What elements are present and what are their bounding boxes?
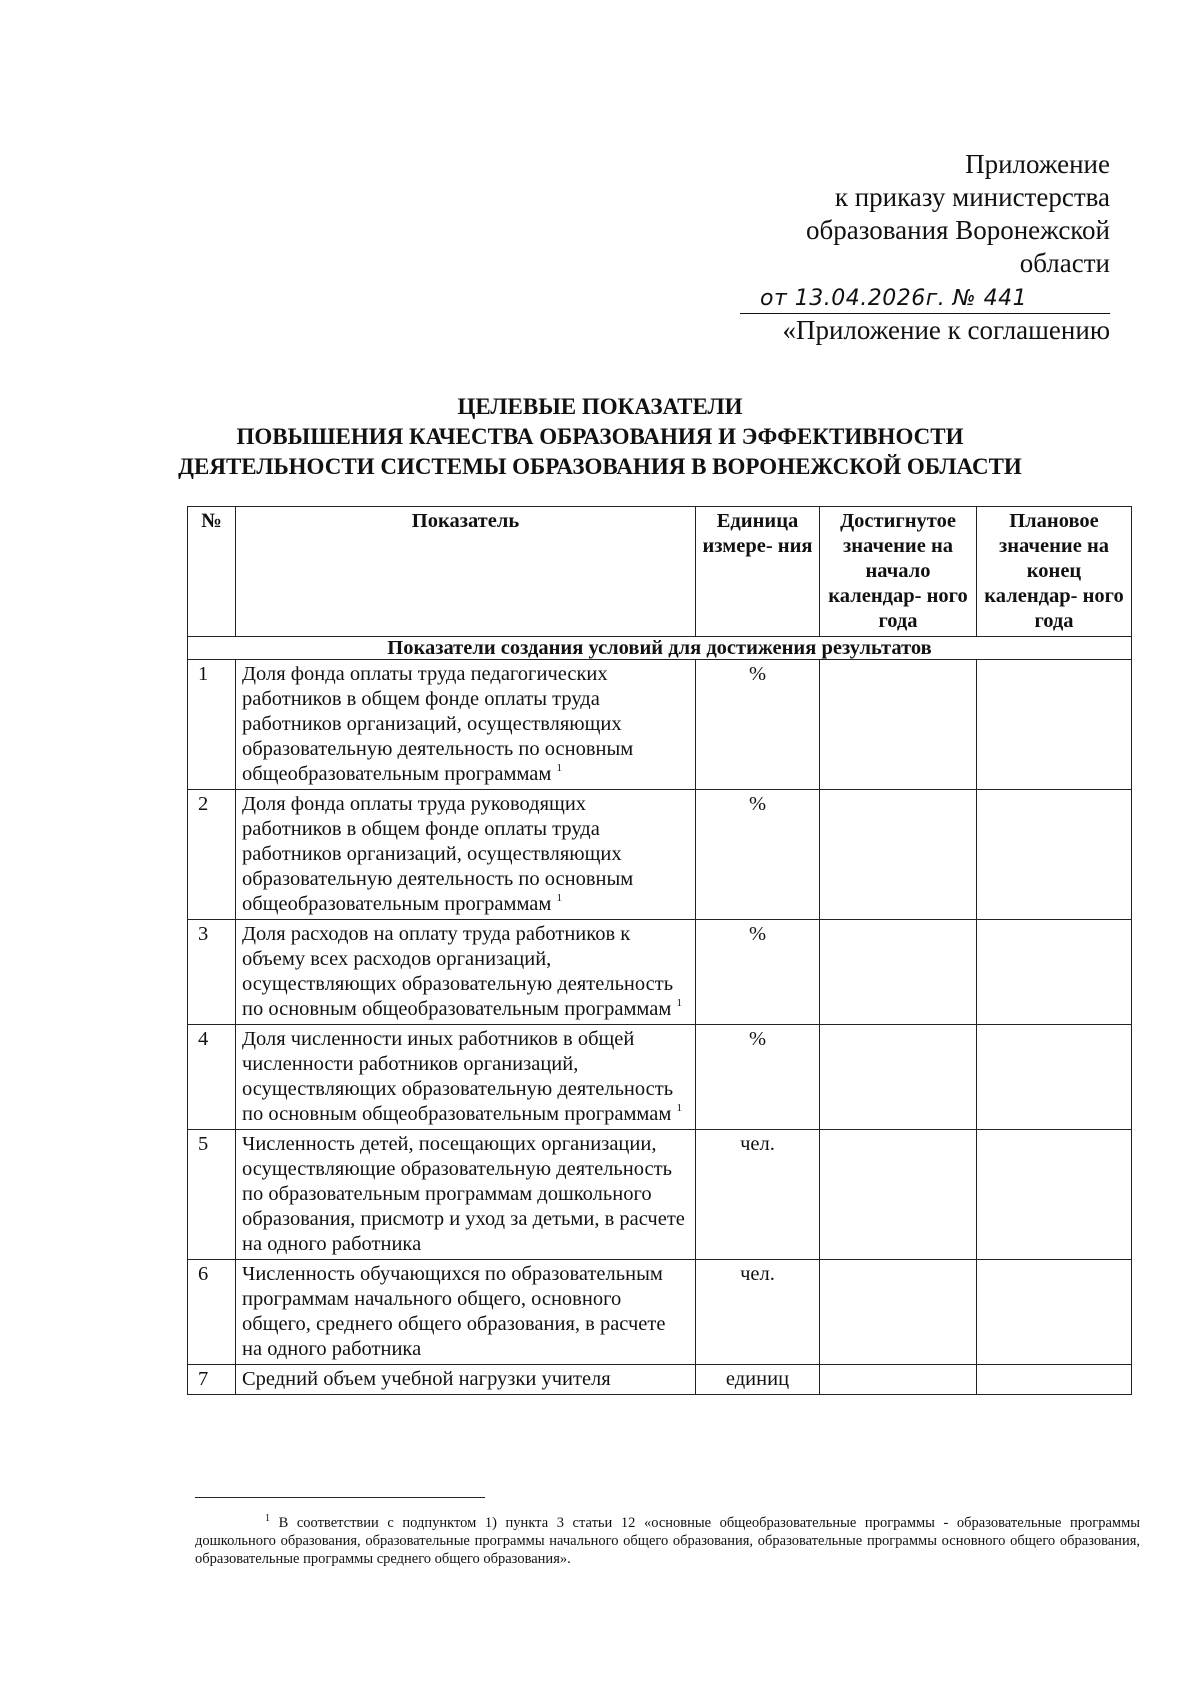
table-header-row xyxy=(188,507,1132,637)
header-line: к приказу министерства xyxy=(834,182,1110,212)
row-achieved-value xyxy=(820,660,977,790)
row-unit: чел. xyxy=(696,1260,820,1365)
row-indicator xyxy=(236,920,696,1025)
row-number: 1 xyxy=(188,660,236,790)
row-achieved-value xyxy=(820,1025,977,1130)
footnote-reference: 1 xyxy=(676,997,682,1009)
title-line: ЦЕЛЕВЫЕ ПОКАЗАТЕЛИ xyxy=(457,394,743,419)
row-planned-value xyxy=(977,790,1132,920)
footnote-reference: 1 xyxy=(556,892,563,904)
indicator-text: Доля расходов на оплату труда работников к объему всех расходов организаций, осуществляющих образовательную деятельность по основным общеобразовательным программам xyxy=(242,923,674,1020)
row-number: 7 xyxy=(188,1365,236,1395)
indicator-text: Средний объем учебной нагрузки учителя xyxy=(242,1368,611,1390)
table-row xyxy=(188,1025,1132,1130)
header-line: Приложение xyxy=(965,149,1110,179)
table-row xyxy=(188,660,1132,790)
footnote-text: В соответствии с подпунктом 1) пункта 3 статьи 12 «основные общеобразовательные программы - образовательные программы дошкольного образования, образовательные программы начального общего образования, образовательные программы основного общего образования, образовательные программы среднего общего образования». xyxy=(195,1515,1140,1567)
row-achieved-value xyxy=(820,790,977,920)
table-row xyxy=(188,1260,1132,1365)
row-number: 5 xyxy=(188,1130,236,1260)
header-line: образования Воронежской xyxy=(806,215,1110,245)
row-number: 2 xyxy=(188,790,236,920)
row-unit: единиц xyxy=(696,1365,820,1395)
row-indicator xyxy=(236,790,696,920)
row-indicator xyxy=(236,1260,696,1365)
row-number: 3 xyxy=(188,920,236,1025)
row-achieved-value xyxy=(820,1260,977,1365)
footnote-reference: 1 xyxy=(676,1102,682,1114)
indicator-text: Численность обучающихся по образовательным программам начального общего, основного общего, среднего общего образования, в расчете на одного работника xyxy=(242,1263,666,1360)
row-number: 6 xyxy=(188,1260,236,1365)
row-achieved-value xyxy=(820,1365,977,1395)
header-achieved: Достигнутое значение на начало календар- ного года xyxy=(820,507,977,637)
row-planned-value xyxy=(977,920,1132,1025)
row-unit: % xyxy=(696,660,820,790)
header-planned: Плановое значение на конец календар- ного года xyxy=(977,507,1132,637)
document-title xyxy=(0,392,1200,482)
appendix-reference: «Приложение к соглашению xyxy=(782,315,1110,345)
footnote xyxy=(195,1514,1140,1568)
row-planned-value xyxy=(977,1365,1132,1395)
row-planned-value xyxy=(977,660,1132,790)
section-row xyxy=(188,637,1132,660)
header-indicator: Показатель xyxy=(236,507,696,637)
table-row xyxy=(188,790,1132,920)
row-unit: % xyxy=(696,790,820,920)
row-indicator xyxy=(236,1365,696,1395)
row-indicator xyxy=(236,1025,696,1130)
row-unit: чел. xyxy=(696,1130,820,1260)
footnote-divider xyxy=(195,1497,485,1498)
indicator-text: Численность детей, посещающих организации, осуществляющие образовательную деятельность по образовательным программам дошкольного образования, присмотр и уход за детьми, в расчете на одного работника xyxy=(242,1133,685,1255)
title-line: ПОВЫШЕНИЯ КАЧЕСТВА ОБРАЗОВАНИЯ И ЭФФЕКТИВНОСТИ xyxy=(236,424,964,449)
row-unit: % xyxy=(696,1025,820,1130)
indicator-text: Доля фонда оплаты труда руководящих работников в общем фонде оплаты труда работников организаций, осуществляющих образовательную деятельность по основным общеобразовательным программам xyxy=(242,793,634,915)
table-row xyxy=(188,1130,1132,1260)
header-num: № xyxy=(188,507,236,637)
row-unit: % xyxy=(696,920,820,1025)
row-indicator xyxy=(236,660,696,790)
title-line: ДЕЯТЕЛЬНОСТИ СИСТЕМЫ ОБРАЗОВАНИЯ В ВОРОНЕЖСКОЙ ОБЛАСТИ xyxy=(178,454,1022,479)
row-number: 4 xyxy=(188,1025,236,1130)
row-planned-value xyxy=(977,1025,1132,1130)
row-indicator xyxy=(236,1130,696,1260)
row-achieved-value xyxy=(820,1130,977,1260)
indicator-text: Доля численности иных работников в общей численности работников организаций, осуществляющих образовательную деятельность по основным общеобразовательным программам xyxy=(242,1028,674,1125)
table-row xyxy=(188,1365,1132,1395)
row-planned-value xyxy=(977,1260,1132,1365)
indicator-text: Доля фонда оплаты труда педагогических работников в общем фонде оплаты труда работников организаций, осуществляющих образовательную деятельность по основным общеобразовательным программам xyxy=(242,663,634,785)
indicators-table xyxy=(187,506,1132,1395)
footnote-mark: 1 xyxy=(265,1513,270,1524)
header-unit: Единица измере- ния xyxy=(696,507,820,637)
document-header xyxy=(740,148,1110,347)
row-achieved-value xyxy=(820,920,977,1025)
header-line: области xyxy=(1019,248,1110,278)
section-title: Показатели создания условий для достижения результатов xyxy=(188,637,1132,660)
table-row xyxy=(188,920,1132,1025)
row-planned-value xyxy=(977,1130,1132,1260)
order-reference: от 13.04.2026г. № 441 xyxy=(740,285,1110,314)
footnote-reference: 1 xyxy=(556,762,563,774)
